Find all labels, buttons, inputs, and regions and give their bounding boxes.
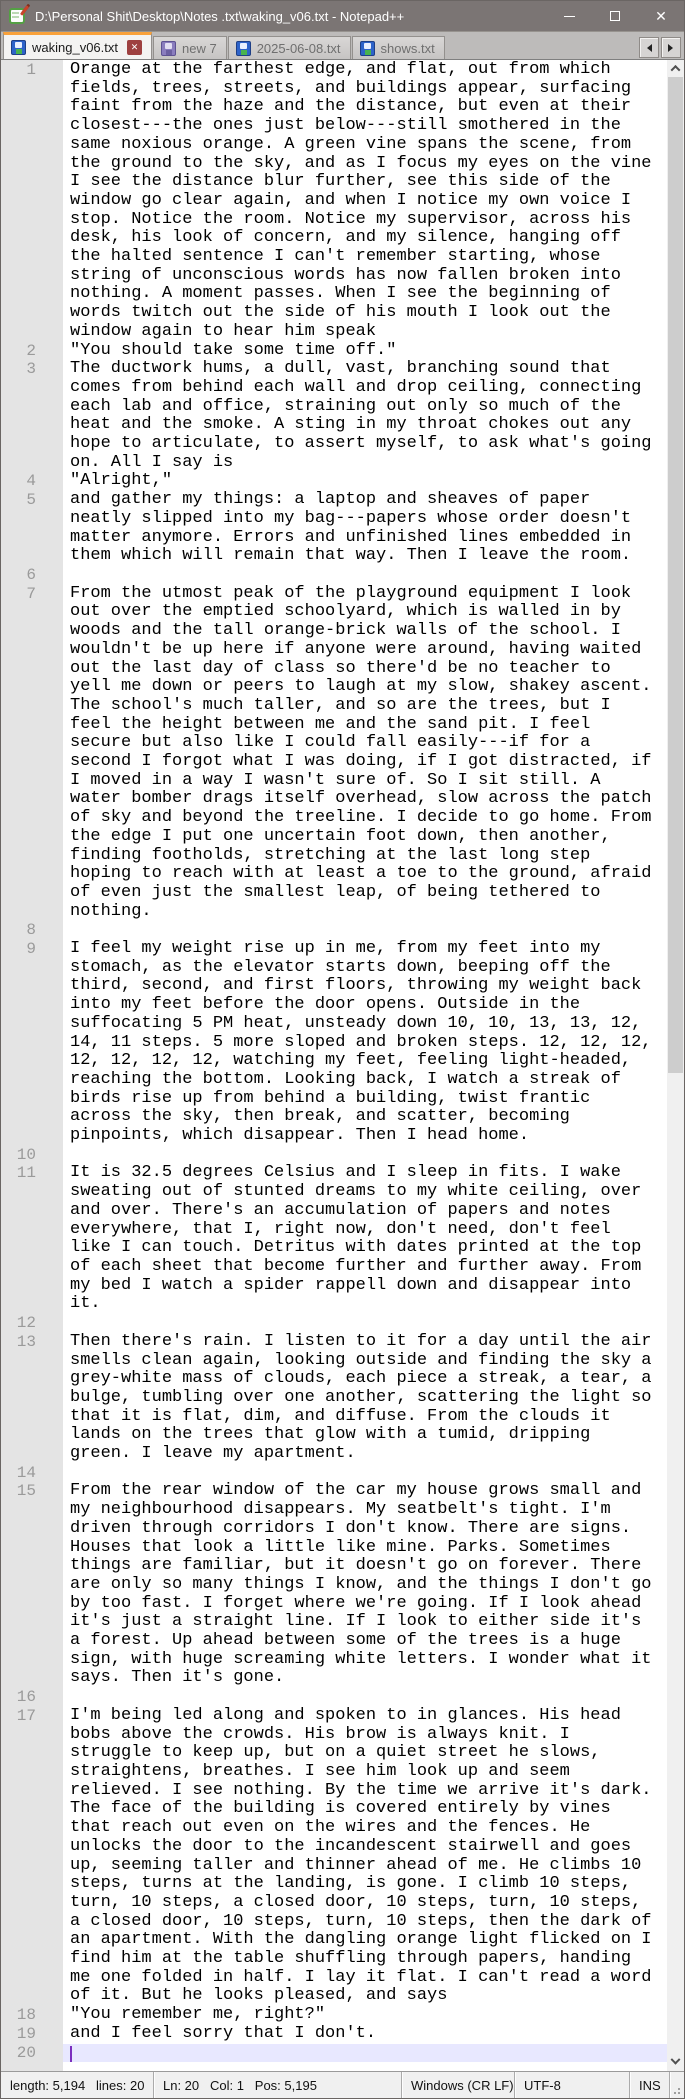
- caption-buttons: [546, 1, 684, 31]
- maximize-icon: [610, 11, 620, 21]
- tab-shows-txt[interactable]: [352, 36, 445, 59]
- chevron-up-icon: [671, 65, 681, 75]
- line-text: I feel my weight rise up in me, from my feet into my stomach, as the elevator starts down, beeping off the third, second, and first floors, throwing my weight back into my feet before the door opens. Outside in the suffocating 5 PM heat, unsteady down 10, 10, 13, 13, 12, 14, 11 steps. 5 more sloped and broken steps. 12, 12, 12, 12, 12, 12, 12, watching my feet, feeling light-headed, reaching the bottom. Looking back, I watch a streak of birds rise up from behind a building, twist frantic across the sky, then break, and scatter, becoming pinpoints, which disappear. Then I head home.: [70, 939, 662, 1146]
- line-text: [63, 566, 660, 585]
- maximize-button[interactable]: [592, 1, 638, 31]
- line-number: 15: [16, 1482, 36, 1501]
- line-text: From the rear window of the car my house grows small and my neighbourhood disappears. My seatbelt's tight. I'm driven through corridors I don't know. There are signs. Houses that look a little like mine. Parks. Sometimes things are familiar, but it doesn't go on forever. There are only so many things I know, and the things I don't go by too fast. I forget where we're going. If I look ahead it's just a straight line. If I look to either side it's a forest. Up ahead between some of the trees is a huge sign, with huge screaming white letters. I wonder what it says. Then it's gone.: [70, 1481, 662, 1688]
- editor-line-9[interactable]: [1, 940, 667, 1146]
- line-text: [63, 1688, 660, 1707]
- line-text: "Alright,": [70, 471, 173, 491]
- line-text: [63, 1464, 660, 1483]
- line-number: 11: [16, 1164, 36, 1183]
- line-number: 13: [16, 1332, 36, 1351]
- editor-line-15[interactable]: [1, 1482, 667, 1688]
- status-bar: [1, 2071, 684, 2098]
- line-text: [63, 921, 660, 940]
- code-area[interactable]: [1, 60, 667, 2071]
- line-number: 17: [16, 1706, 36, 1725]
- editor-line-20[interactable]: [1, 2044, 667, 2063]
- line-text: "You remember me, right?": [70, 2005, 326, 2025]
- line-number: 20: [16, 2043, 36, 2062]
- line-text: I'm being led along and spoken to in glances. His head bobs above the crowds. His brow is always knit. I struggle to keep up, but on a quiet street he slows, straightens, breathes. I see him look up and seem relieved. I see nothing. By the time we arrive it's dark. The face of the building is covered entirely by vines that reach out even on the wires and the fences. He unlocks the door to the incandescent stairwell and goes up, seeming taller and thinner ahead of me. He climbs 10 steps, turns at the landing, is gone. I climb 10 steps, turn, 10 steps, a closed door, 10 steps, turn, 10 steps, a closed door, 10 steps, turn, 10 steps, then the dark of an apartment. With the dangling orange light flicked on I find him at the table shuffling through papers, handing me one folded in half. I lay it flat. I can't read a word of it. But he looks pleased, and says: [70, 1705, 662, 2006]
- tab-scroll-buttons: [639, 37, 681, 58]
- line-text: and I feel sorry that I don't.: [70, 2023, 377, 2043]
- tab-waking-v06-txt[interactable]: [3, 32, 152, 59]
- scroll-tabs-left-button[interactable]: [639, 37, 659, 58]
- close-tab-icon[interactable]: ✕: [127, 40, 142, 55]
- notepad-plus-plus-app-icon[interactable]: [9, 8, 25, 24]
- title-bar: [1, 1, 684, 31]
- editor-line-14[interactable]: [1, 1464, 667, 1483]
- line-number: 6: [26, 565, 36, 584]
- chevron-down-icon: [671, 2055, 681, 2065]
- editor-line-17[interactable]: [1, 1707, 667, 2006]
- caret: [70, 2046, 72, 2062]
- editor-area[interactable]: [1, 59, 684, 2071]
- editor-line-11[interactable]: [1, 1164, 667, 1314]
- editor-line-16[interactable]: [1, 1688, 667, 1707]
- resize-grip[interactable]: [669, 2072, 684, 2098]
- editor-line-19[interactable]: [1, 2025, 667, 2044]
- unsaved-file-icon: [161, 41, 176, 56]
- line-number: 5: [26, 491, 36, 510]
- tab-label: new 7: [182, 40, 217, 56]
- line-number: 8: [26, 921, 36, 940]
- tab-bar: [1, 31, 684, 59]
- editor-line-8[interactable]: [1, 921, 667, 940]
- line-number: 19: [16, 2024, 36, 2043]
- left-arrow-icon: [643, 44, 652, 52]
- minimize-icon: [564, 16, 575, 17]
- scroll-tabs-right-button[interactable]: [661, 37, 681, 58]
- editor-line-5[interactable]: [1, 491, 667, 566]
- line-text: The ductwork hums, a dull, vast, branching sound that comes from behind each wall and drop ceiling, connecting each lab and office, straining out only so much of the heat and the smoke. A sting in my throat chokes out any hope to articulate, to assert myself, to ask what's going on. All I say is: [70, 359, 662, 472]
- editor-line-13[interactable]: [1, 1333, 667, 1464]
- line-text: [63, 1314, 660, 1333]
- scrollbar-thumb[interactable]: [668, 77, 683, 1073]
- tab-label: shows.txt: [380, 40, 435, 56]
- editor-line-4[interactable]: [1, 472, 667, 491]
- status-cursor-position[interactable]: Ln: 20 Col: 1 Pos: 5,195: [153, 2072, 401, 2098]
- line-number: 2: [26, 341, 36, 360]
- tab-label: waking_v06.txt: [32, 39, 118, 55]
- editor-line-7[interactable]: [1, 585, 667, 922]
- status-encoding[interactable]: UTF-8: [514, 2072, 629, 2098]
- line-number: 18: [16, 2006, 36, 2025]
- scrollbar-up-button[interactable]: [667, 60, 684, 77]
- line-text: [63, 2044, 667, 2063]
- editor-line-6[interactable]: [1, 566, 667, 585]
- line-text: It is 32.5 degrees Celsius and I sleep in fits. I wake sweating out of stunted dreams to my white ceiling, over and over. There's an accumulation of papers and notes everywhere, that I, right now, don't need, don't feel like I can touch. Detritus with dates printed at the top of each sheet that become further and further away. From my bed I watch a spider rappell down and disappear into it.: [70, 1163, 652, 1314]
- minimize-button[interactable]: [546, 1, 592, 31]
- line-number: 3: [26, 360, 36, 379]
- line-number: 16: [16, 1688, 36, 1707]
- line-number: 7: [26, 584, 36, 603]
- saved-file-icon: [11, 40, 26, 55]
- editor-line-3[interactable]: [1, 360, 667, 472]
- editor-line-2[interactable]: [1, 342, 667, 361]
- status-eol-format[interactable]: Windows (CR LF): [401, 2072, 514, 2098]
- line-number: 4: [26, 472, 36, 491]
- scrollbar-down-button[interactable]: [667, 2054, 684, 2071]
- line-text: Orange at the farthest edge, and flat, out from which fields, trees, streets, and buildings appear, surfacing faint from the haze and the distance, but even at their closest---the ones just below---still smothered in the same noxious orange. A green vine spans the scene, from the ground to the sky, and as I focus my eyes on the vine I see the distance blur further, see this side of the window go clear again, and when I notice my own voice I stop. Notice the room. Notice my supervisor, across his desk, his look of concern, and my silence, hanging off the halted sentence I can't remember starting, whose string of unconscious words has now fallen broken into nothing. A moment passes. When I see the beginning of words twitch out the side of his mouth I look out the window again to hear him speak: [70, 60, 662, 341]
- tab-2025-06-08-txt[interactable]: [228, 36, 351, 59]
- line-number: 14: [16, 1463, 36, 1482]
- line-text: Then there's rain. I listen to it for a day until the air smells clean again, looking outside and finding the sky a grey-white mass of clouds, each piece a streak, a tear, a bulge, tumbling over one another, scattering the light so that it is flat, dim, and diffuse. From the clouds it lands on the trees that glow with a tumid, dripping green. I leave my apartment.: [70, 1331, 662, 1464]
- tab-strip: [3, 32, 446, 59]
- editor-line-18[interactable]: [1, 2006, 667, 2025]
- editor-line-10[interactable]: [1, 1146, 667, 1165]
- tab-new-7[interactable]: [153, 36, 227, 59]
- status-doc-stats: length: 5,194 lines: 20: [10, 2077, 145, 2093]
- saved-file-icon: [360, 41, 375, 56]
- vertical-scrollbar[interactable]: [667, 60, 684, 2071]
- right-arrow-icon: [668, 44, 677, 52]
- saved-file-icon: [236, 41, 251, 56]
- line-number: 12: [16, 1314, 36, 1333]
- editor-line-12[interactable]: [1, 1314, 667, 1333]
- editor-line-1[interactable]: [1, 61, 667, 342]
- line-text: and gather my things: a laptop and sheaves of paper neatly slipped into my bag---papers whose order doesn't matter anymore. Errors and unfinished lines embedded in them which will remain that way. Then I leave the room.: [70, 490, 642, 566]
- line-text: From the utmost peak of the playground equipment I look out over the emptied schoolyard, which is walled in by woods and the tall orange-brick walls of the school. I wouldn't be up here if anyone were around, having waited out the last day of class so there'd be no teacher to yell me down or peers to laugh at my slow, shakey ascent. The school's much taller, and so are the trees, but I feel the height between me and the sand pit. I feel secure but also like I could fall easily---if for a second I forgot what I was doing, if I got distracted, if I moved in a way I wasn't sure of. So I sit still. A water bomber drags itself overhead, slow across the patch of sky and beyond the treeline. I decide to go home. From the edge I put one uncertain foot down, then another, finding footholds, stretching at the last long step hoping to reach with at least a toe to the ground, afraid of even just the smallest leap, of being tethered to nothing.: [70, 583, 662, 921]
- tab-label: 2025-06-08.txt: [256, 40, 341, 56]
- line-number: 1: [26, 61, 36, 79]
- line-text: "You should take some time off.": [70, 340, 397, 360]
- close-button[interactable]: [638, 1, 684, 31]
- line-text: [63, 1146, 660, 1165]
- window-title: D:\Personal Shit\Desktop\Notes .txt\waking_v06.txt - Notepad++: [35, 8, 405, 24]
- status-insert-mode[interactable]: INS: [629, 2072, 669, 2098]
- line-number: 9: [26, 940, 36, 959]
- line-number: 10: [16, 1145, 36, 1164]
- close-icon: ✕: [655, 8, 667, 24]
